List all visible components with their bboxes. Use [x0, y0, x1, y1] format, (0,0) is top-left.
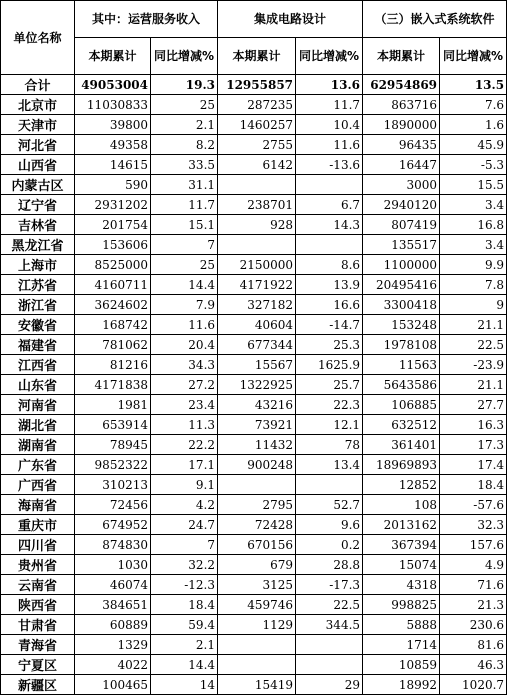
ic-yoy: 11.6 — [296, 135, 363, 155]
operation-cumulative: 49358 — [75, 135, 151, 155]
embedded-yoy: 1020.7 — [440, 675, 507, 695]
operation-cumulative: 9852322 — [75, 455, 151, 475]
ic-yoy: 13.6 — [296, 75, 363, 95]
embedded-yoy: 32.3 — [440, 515, 507, 535]
region-name: 湖南省 — [1, 435, 75, 455]
operation-cumulative: 8525000 — [75, 255, 151, 275]
region-name: 海南省 — [1, 495, 75, 515]
operation-cumulative: 46074 — [75, 575, 151, 595]
ic-cumulative: 2755 — [218, 135, 296, 155]
region-name: 青海省 — [1, 635, 75, 655]
operation-cumulative: 72456 — [75, 495, 151, 515]
ic-yoy — [296, 635, 363, 655]
ic-cumulative — [218, 175, 296, 195]
table-row — [1, 635, 507, 655]
ic-yoy: 11.7 — [296, 95, 363, 115]
ic-yoy: 9.6 — [296, 515, 363, 535]
operation-cumulative: 3624602 — [75, 295, 151, 315]
ic-yoy: 13.4 — [296, 455, 363, 475]
embedded-yoy: 157.6 — [440, 535, 507, 555]
ic-yoy: 52.7 — [296, 495, 363, 515]
region-name: 宁夏区 — [1, 655, 75, 675]
region-name: 云南省 — [1, 575, 75, 595]
region-name: 福建省 — [1, 335, 75, 355]
region-name: 湖北省 — [1, 415, 75, 435]
operation-yoy: 4.2 — [151, 495, 218, 515]
embedded-yoy: 16.8 — [440, 215, 507, 235]
operation-yoy: -12.3 — [151, 575, 218, 595]
table-row — [1, 95, 507, 115]
operation-yoy: 18.4 — [151, 595, 218, 615]
operation-cumulative: 781062 — [75, 335, 151, 355]
operation-yoy: 7.9 — [151, 295, 218, 315]
ic-cumulative: 2795 — [218, 495, 296, 515]
operation-yoy: 14 — [151, 675, 218, 695]
operation-yoy: 8.2 — [151, 135, 218, 155]
embedded-cumulative: 106885 — [363, 395, 440, 415]
embedded-cumulative: 2013162 — [363, 515, 440, 535]
table-row — [1, 375, 507, 395]
embedded-cumulative: 5888 — [363, 615, 440, 635]
region-name: 广东省 — [1, 455, 75, 475]
operation-yoy: 32.2 — [151, 555, 218, 575]
ic-cumulative: 1129 — [218, 615, 296, 635]
operation-cumulative: 4022 — [75, 655, 151, 675]
ic-cumulative — [218, 635, 296, 655]
embedded-cumulative: 3300418 — [363, 295, 440, 315]
operation-yoy: 34.3 — [151, 355, 218, 375]
embedded-cumulative: 1890000 — [363, 115, 440, 135]
operation-yoy: 59.4 — [151, 615, 218, 635]
region-name: 辽宁省 — [1, 195, 75, 215]
operation-cumulative: 49053004 — [75, 75, 151, 95]
operation-cumulative: 674952 — [75, 515, 151, 535]
ic-cumulative: 459746 — [218, 595, 296, 615]
ic-yoy: 344.5 — [296, 615, 363, 635]
region-name: 内蒙古区 — [1, 175, 75, 195]
table-row — [1, 535, 507, 555]
table-row — [1, 495, 507, 515]
table-row — [1, 355, 507, 375]
embedded-cumulative: 15074 — [363, 555, 440, 575]
operation-yoy: 33.5 — [151, 155, 218, 175]
embedded-yoy: 17.4 — [440, 455, 507, 475]
ic-yoy: 78 — [296, 435, 363, 455]
embedded-yoy: 45.9 — [440, 135, 507, 155]
embedded-cumulative: 5643586 — [363, 375, 440, 395]
ic-cumulative: 12955857 — [218, 75, 296, 95]
operation-yoy: 2.1 — [151, 635, 218, 655]
ic-yoy — [296, 475, 363, 495]
ic-cumulative: 3125 — [218, 575, 296, 595]
operation-cumulative: 78945 — [75, 435, 151, 455]
ic-yoy: 22.3 — [296, 395, 363, 415]
embedded-cumulative: 62954869 — [363, 75, 440, 95]
embedded-cumulative: 1100000 — [363, 255, 440, 275]
embedded-yoy: 22.5 — [440, 335, 507, 355]
ic-cumulative: 6142 — [218, 155, 296, 175]
embedded-yoy: 46.3 — [440, 655, 507, 675]
ic-cumulative: 327182 — [218, 295, 296, 315]
table-row — [1, 515, 507, 535]
embedded-cumulative: 632512 — [363, 415, 440, 435]
ic-cumulative: 679 — [218, 555, 296, 575]
operation-cumulative: 201754 — [75, 215, 151, 235]
ic-yoy: 1625.9 — [296, 355, 363, 375]
embedded-cumulative: 10859 — [363, 655, 440, 675]
table-row — [1, 315, 507, 335]
region-name: 天津市 — [1, 115, 75, 135]
embedded-yoy: -23.9 — [440, 355, 507, 375]
operation-cumulative: 1329 — [75, 635, 151, 655]
table-row — [1, 115, 507, 135]
region-name: 山东省 — [1, 375, 75, 395]
ic-yoy: 16.6 — [296, 295, 363, 315]
region-name: 四川省 — [1, 535, 75, 555]
total-row — [1, 75, 507, 95]
header-embedded-software: （三）嵌入式系统软件 — [363, 1, 507, 38]
ic-cumulative: 15419 — [218, 675, 296, 695]
embedded-yoy: 81.6 — [440, 635, 507, 655]
region-name: 广西省 — [1, 475, 75, 495]
header-yoy: 同比增减% — [296, 38, 363, 75]
embedded-yoy: 1.6 — [440, 115, 507, 135]
embedded-cumulative: 20495416 — [363, 275, 440, 295]
ic-yoy: 28.8 — [296, 555, 363, 575]
table-row — [1, 395, 507, 415]
operation-cumulative: 4160711 — [75, 275, 151, 295]
operation-cumulative: 100465 — [75, 675, 151, 695]
table-row — [1, 675, 507, 695]
region-name: 吉林省 — [1, 215, 75, 235]
ic-yoy: -17.3 — [296, 575, 363, 595]
ic-cumulative: 928 — [218, 215, 296, 235]
embedded-cumulative: 135517 — [363, 235, 440, 255]
table-row — [1, 335, 507, 355]
embedded-cumulative: 998825 — [363, 595, 440, 615]
table-row — [1, 195, 507, 215]
embedded-cumulative: 96435 — [363, 135, 440, 155]
embedded-yoy: 9.9 — [440, 255, 507, 275]
table-row — [1, 455, 507, 475]
header-cumulative: 本期累计 — [218, 38, 296, 75]
embedded-yoy: 230.6 — [440, 615, 507, 635]
header-cumulative: 本期累计 — [363, 38, 440, 75]
ic-cumulative: 72428 — [218, 515, 296, 535]
operation-yoy: 15.1 — [151, 215, 218, 235]
ic-yoy — [296, 655, 363, 675]
operation-yoy: 22.2 — [151, 435, 218, 455]
table-row — [1, 295, 507, 315]
embedded-cumulative: 2940120 — [363, 195, 440, 215]
region-name: 河北省 — [1, 135, 75, 155]
operation-cumulative: 310213 — [75, 475, 151, 495]
embedded-yoy: -57.6 — [440, 495, 507, 515]
operation-yoy: 24.7 — [151, 515, 218, 535]
header-cumulative: 本期累计 — [75, 38, 151, 75]
operation-yoy: 9.1 — [151, 475, 218, 495]
operation-yoy: 31.1 — [151, 175, 218, 195]
embedded-yoy: 9 — [440, 295, 507, 315]
embedded-cumulative: 108 — [363, 495, 440, 515]
ic-yoy: 25.3 — [296, 335, 363, 355]
embedded-cumulative: 3000 — [363, 175, 440, 195]
region-name: 山西省 — [1, 155, 75, 175]
ic-cumulative — [218, 235, 296, 255]
operation-yoy: 14.4 — [151, 655, 218, 675]
ic-cumulative: 4171922 — [218, 275, 296, 295]
operation-cumulative: 1981 — [75, 395, 151, 415]
ic-yoy: 13.9 — [296, 275, 363, 295]
ic-yoy: 29 — [296, 675, 363, 695]
operation-yoy: 7 — [151, 535, 218, 555]
embedded-yoy: 15.5 — [440, 175, 507, 195]
operation-cumulative: 2931202 — [75, 195, 151, 215]
embedded-yoy: 27.7 — [440, 395, 507, 415]
region-name: 江西省 — [1, 355, 75, 375]
table-row — [1, 435, 507, 455]
embedded-yoy: -5.3 — [440, 155, 507, 175]
operation-cumulative: 81216 — [75, 355, 151, 375]
embedded-cumulative: 11563 — [363, 355, 440, 375]
table-row — [1, 235, 507, 255]
embedded-yoy: 3.4 — [440, 195, 507, 215]
ic-cumulative: 677344 — [218, 335, 296, 355]
operation-cumulative: 874830 — [75, 535, 151, 555]
table-row — [1, 135, 507, 155]
region-name: 陕西省 — [1, 595, 75, 615]
region-name: 黑龙江省 — [1, 235, 75, 255]
ic-cumulative: 40604 — [218, 315, 296, 335]
ic-cumulative: 11432 — [218, 435, 296, 455]
operation-cumulative: 168742 — [75, 315, 151, 335]
table-row — [1, 275, 507, 295]
header-region: 单位名称 — [1, 1, 75, 75]
ic-yoy: -14.7 — [296, 315, 363, 335]
operation-cumulative: 14615 — [75, 155, 151, 175]
region-name: 甘肃省 — [1, 615, 75, 635]
region-name: 浙江省 — [1, 295, 75, 315]
table-row — [1, 595, 507, 615]
table-row — [1, 475, 507, 495]
embedded-yoy: 3.4 — [440, 235, 507, 255]
ic-yoy: -13.6 — [296, 155, 363, 175]
operation-yoy: 11.7 — [151, 195, 218, 215]
region-name: 贵州省 — [1, 555, 75, 575]
embedded-cumulative: 367394 — [363, 535, 440, 555]
table-row — [1, 255, 507, 275]
operation-cumulative: 39800 — [75, 115, 151, 135]
embedded-yoy: 17.3 — [440, 435, 507, 455]
ic-cumulative: 43216 — [218, 395, 296, 415]
table-row — [1, 175, 507, 195]
embedded-yoy: 21.1 — [440, 315, 507, 335]
region-name: 上海市 — [1, 255, 75, 275]
ic-cumulative: 1460257 — [218, 115, 296, 135]
ic-cumulative: 73921 — [218, 415, 296, 435]
operation-cumulative: 653914 — [75, 415, 151, 435]
ic-yoy — [296, 175, 363, 195]
ic-yoy: 12.1 — [296, 415, 363, 435]
embedded-cumulative: 1714 — [363, 635, 440, 655]
operation-cumulative: 384651 — [75, 595, 151, 615]
ic-yoy: 14.3 — [296, 215, 363, 235]
embedded-cumulative: 4318 — [363, 575, 440, 595]
embedded-yoy: 71.6 — [440, 575, 507, 595]
operation-yoy: 23.4 — [151, 395, 218, 415]
operation-cumulative: 1030 — [75, 555, 151, 575]
operation-yoy: 19.3 — [151, 75, 218, 95]
embedded-cumulative: 361401 — [363, 435, 440, 455]
embedded-cumulative: 18992 — [363, 675, 440, 695]
table-row — [1, 415, 507, 435]
ic-cumulative: 670156 — [218, 535, 296, 555]
ic-yoy: 6.7 — [296, 195, 363, 215]
header-yoy: 同比增减% — [440, 38, 507, 75]
ic-cumulative — [218, 655, 296, 675]
embedded-yoy: 7.6 — [440, 95, 507, 115]
header-operation-service: 其中：运营服务收入 — [75, 1, 218, 38]
operation-yoy: 7 — [151, 235, 218, 255]
region-name: 北京市 — [1, 95, 75, 115]
region-name: 合计 — [1, 75, 75, 95]
operation-yoy: 25 — [151, 95, 218, 115]
operation-cumulative: 590 — [75, 175, 151, 195]
ic-cumulative: 238701 — [218, 195, 296, 215]
table-row — [1, 575, 507, 595]
header-yoy: 同比增减% — [151, 38, 218, 75]
ic-cumulative: 1322925 — [218, 375, 296, 395]
operation-yoy: 27.2 — [151, 375, 218, 395]
embedded-yoy: 18.4 — [440, 475, 507, 495]
operation-cumulative: 4171838 — [75, 375, 151, 395]
ic-cumulative: 2150000 — [218, 255, 296, 275]
operation-yoy: 11.3 — [151, 415, 218, 435]
ic-cumulative: 15567 — [218, 355, 296, 375]
ic-yoy: 25.7 — [296, 375, 363, 395]
table-row — [1, 615, 507, 635]
operation-cumulative: 60889 — [75, 615, 151, 635]
operation-yoy: 2.1 — [151, 115, 218, 135]
table-row — [1, 555, 507, 575]
header-ic-design: 集成电路设计 — [218, 1, 363, 38]
ic-yoy — [296, 235, 363, 255]
embedded-cumulative: 863716 — [363, 95, 440, 115]
embedded-yoy: 7.8 — [440, 275, 507, 295]
embedded-yoy: 21.1 — [440, 375, 507, 395]
ic-yoy: 8.6 — [296, 255, 363, 275]
region-name: 重庆市 — [1, 515, 75, 535]
table-row — [1, 655, 507, 675]
ic-cumulative — [218, 475, 296, 495]
region-name: 河南省 — [1, 395, 75, 415]
operation-yoy: 20.4 — [151, 335, 218, 355]
operation-yoy: 14.4 — [151, 275, 218, 295]
ic-yoy: 0.2 — [296, 535, 363, 555]
region-name: 安徽省 — [1, 315, 75, 335]
embedded-yoy: 16.3 — [440, 415, 507, 435]
operation-yoy: 25 — [151, 255, 218, 275]
embedded-yoy: 21.3 — [440, 595, 507, 615]
embedded-cumulative: 807419 — [363, 215, 440, 235]
operation-yoy: 17.1 — [151, 455, 218, 475]
region-name: 新疆区 — [1, 675, 75, 695]
embedded-yoy: 13.5 — [440, 75, 507, 95]
embedded-cumulative: 153248 — [363, 315, 440, 335]
embedded-yoy: 4.9 — [440, 555, 507, 575]
ic-cumulative: 287235 — [218, 95, 296, 115]
table-row — [1, 215, 507, 235]
ic-yoy: 10.4 — [296, 115, 363, 135]
embedded-cumulative: 16447 — [363, 155, 440, 175]
embedded-cumulative: 18969893 — [363, 455, 440, 475]
ic-cumulative: 900248 — [218, 455, 296, 475]
embedded-cumulative: 1978108 — [363, 335, 440, 355]
operation-cumulative: 11030833 — [75, 95, 151, 115]
operation-yoy: 11.6 — [151, 315, 218, 335]
operation-cumulative: 153606 — [75, 235, 151, 255]
region-name: 江苏省 — [1, 275, 75, 295]
ic-yoy: 22.5 — [296, 595, 363, 615]
table-row — [1, 155, 507, 175]
embedded-cumulative: 12852 — [363, 475, 440, 495]
